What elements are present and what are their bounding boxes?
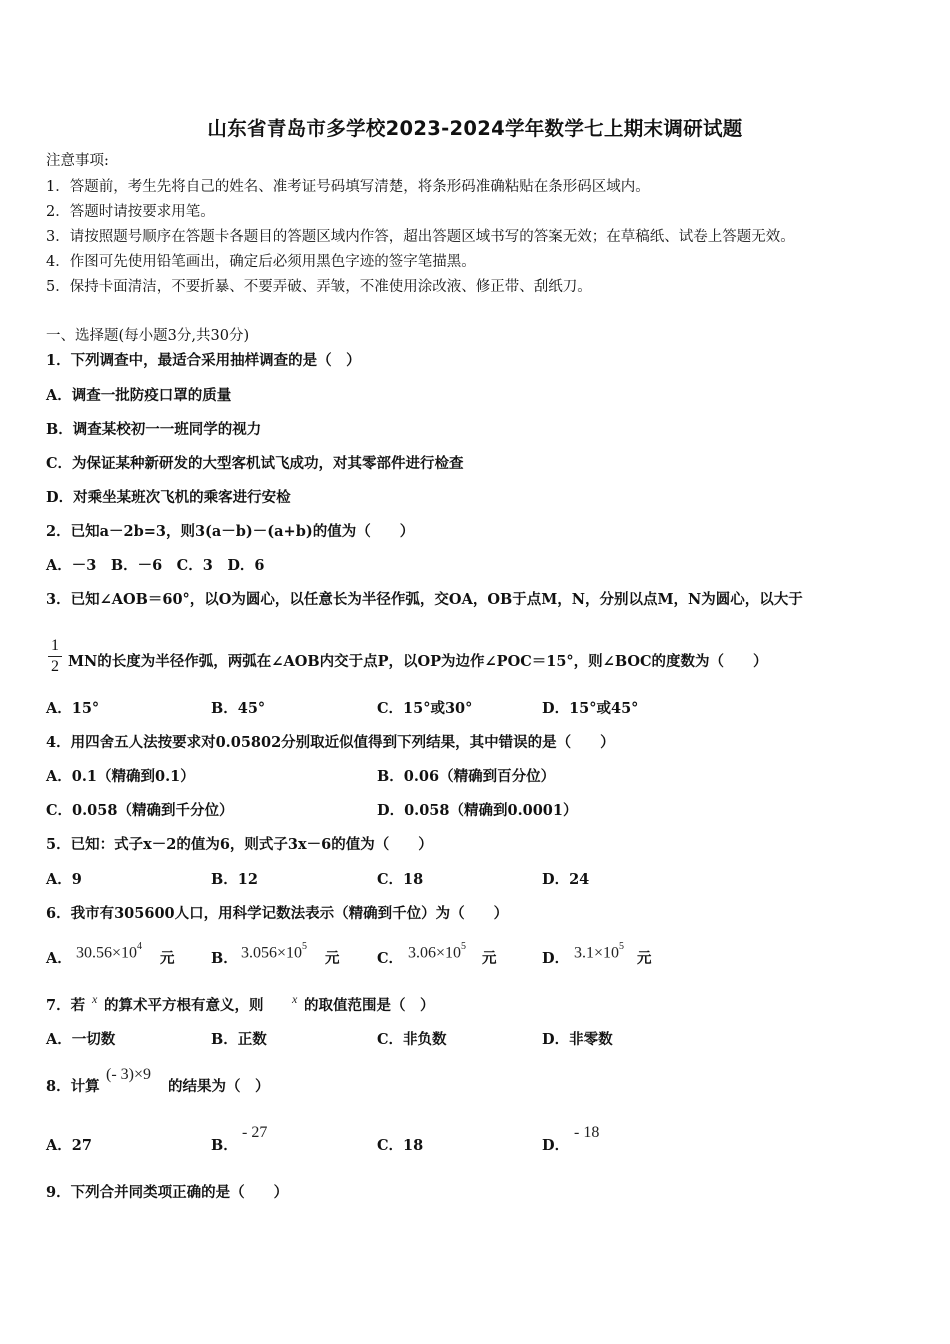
section-heading: 一、选择题(每小题3分,共30分) — [46, 328, 250, 344]
q3-frac-bar — [48, 656, 62, 657]
q8-expression: (- 3)×9 — [106, 1066, 152, 1083]
q4-stem: 4．用四舍五人法按要求对0.05802分别取近似值得到下列结果，其中错误的是（ ） — [46, 734, 615, 751]
q2-options: A．－3 B．－6 C．3 D．6 — [46, 557, 265, 574]
q6-option-c-value: $3.06\times 10^5$ — [408, 941, 467, 962]
notice-item-5: 5．保持卡面清洁，不要折暴、不要弄破、弄皱，不准使用涂改液、修正带、刮纸刀。 — [46, 279, 592, 295]
q6-stem: 6．我市有305600人口，用科学记数法表示（精确到千位）为（ ） — [46, 905, 509, 922]
q8-option-d-label: D． — [542, 1137, 570, 1154]
q4-option-c: C．0.058（精确到千分位） — [46, 802, 234, 819]
q8-option-b-label: B． — [211, 1137, 238, 1154]
q7-option-c: C．非负数 — [377, 1031, 447, 1048]
q6-option-a-label: A． — [46, 950, 72, 967]
q7-option-a: A．一切数 — [46, 1031, 116, 1048]
q8-option-b-value: - 27 — [242, 1124, 268, 1141]
q9-stem: 9．下列合并同类项正确的是（ ） — [46, 1184, 289, 1201]
q3-frac-num: 1 — [51, 637, 59, 654]
page-title: 山东省青岛市多学校2023-2024学年数学七上期末调研试题 — [207, 117, 743, 140]
q3-frac-den: 2 — [51, 658, 59, 675]
q8-option-d-value: - 18 — [574, 1124, 600, 1141]
q7-stem-a: 7．若 — [46, 997, 86, 1014]
q3-line2: MN的长度为半径作弧，两弧在∠AOB内交于点P，以OP为边作∠POC＝15°，则∠BOC的度数为（ ） — [68, 653, 768, 670]
q6-option-a-value: $30.56\times 10^4$ — [76, 941, 143, 962]
q1-option-a: A．调查一批防疫口罩的质量 — [46, 387, 232, 404]
q8-option-c: C．18 — [377, 1137, 424, 1154]
q7-option-b: B．正数 — [211, 1031, 267, 1048]
notice-item-2: 2．答题时请按要求用笔。 — [46, 204, 215, 220]
notice-item-1: 1．答题前，考生先将自己的姓名、准考证号码填写清楚，将条形码准确粘贴在条形码区域内。 — [46, 179, 650, 195]
notice-item-4: 4．作图可先使用铅笔画出，确定后必须用黑色字迹的签字笔描黑。 — [46, 254, 476, 270]
q5-stem: 5．已知：式子x－2的值为6，则式子3x－6的值为（ ） — [46, 836, 433, 853]
q3-line1: 3．已知∠AOB＝60°，以O为圆心，以任意长为半径作弧，交OA，OB于点M，N，分别以点M，N为圆心，以大于 — [46, 591, 803, 608]
q6-option-c-unit: 元 — [482, 950, 497, 967]
q8-stem-b: 的结果为（ ） — [168, 1078, 270, 1095]
q6-option-b-value: $3.056\times 10^5$ — [241, 941, 308, 962]
q1-option-b: B．调查某校初一一班同学的视力 — [46, 421, 262, 438]
q3-option-b: B．45° — [211, 700, 266, 717]
q5-option-b: B．12 — [211, 871, 258, 888]
q2-stem: 2．已知a－2b=3，则3(a－b)－(a+b)的值为（ ） — [46, 523, 415, 540]
q5-option-a: A．9 — [46, 871, 82, 888]
notice-item-3: 3．请按照题号顺序在答题卡各题目的答题区域内作答，超出答题区域书写的答案无效；在草稿纸、试卷上答题无效。 — [46, 229, 795, 245]
q6-option-d-value: $3.1\times 10^5$ — [574, 941, 625, 962]
q7-stem-b: 的算术平方根有意义，则 — [104, 997, 264, 1014]
q6-option-d-unit: 元 — [637, 950, 652, 967]
q5-option-c: C．18 — [377, 871, 424, 888]
q4-option-d: D．0.058（精确到0.0001） — [377, 802, 578, 819]
q1-option-d: D．对乘坐某班次飞机的乘客进行安检 — [46, 489, 291, 506]
q8-stem-a: 8．计算 — [46, 1078, 100, 1095]
q6-option-a-unit: 元 — [160, 950, 175, 967]
q3-option-d: D．15°或45° — [542, 700, 639, 717]
q6-option-b-unit: 元 — [325, 950, 340, 967]
q6-option-b-label: B． — [211, 950, 238, 967]
q3-fraction — [48, 637, 62, 676]
q7-stem-c: 的取值范围是（ ） — [304, 997, 435, 1014]
q6-option-d-label: D． — [542, 950, 570, 967]
q8-option-a: A．27 — [46, 1137, 92, 1154]
q5-option-d: D．24 — [542, 871, 590, 888]
q7-var-2: x — [292, 992, 298, 1006]
q7-var-1: x — [92, 992, 98, 1006]
q7-option-d: D．非零数 — [542, 1031, 613, 1048]
q3-option-c: C．15°或30° — [377, 700, 473, 717]
q4-option-a: A．0.1（精确到0.1） — [46, 768, 195, 785]
q6-option-c-label: C． — [377, 950, 404, 967]
q4-option-b: B．0.06（精确到百分位） — [377, 768, 556, 785]
q1-option-c: C．为保证某种新研发的大型客机试飞成功，对其零部件进行检查 — [46, 455, 464, 472]
q3-option-a: A．15° — [46, 700, 100, 717]
q1-stem: 1．下列调查中，最适合采用抽样调查的是（ ） — [46, 352, 361, 369]
notice-heading: 注意事项: — [46, 153, 109, 169]
